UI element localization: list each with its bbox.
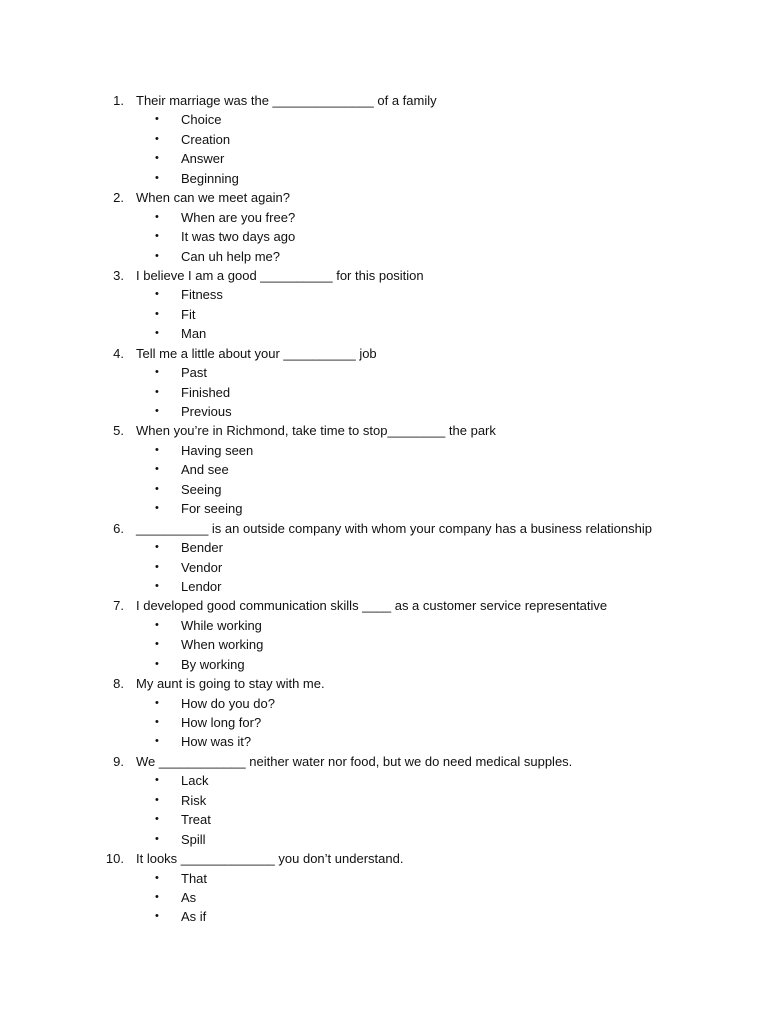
question-line — [0, 266, 768, 285]
answer-option — [0, 713, 768, 732]
answer-option — [0, 208, 768, 227]
bullet-icon: • — [155, 638, 159, 651]
answer-option — [0, 441, 768, 460]
answer-option — [0, 694, 768, 713]
answer-option — [0, 869, 768, 888]
bullet-icon: • — [155, 327, 159, 340]
question-text: My aunt is going to stay with me. — [136, 676, 325, 692]
bullet-icon: • — [155, 871, 159, 884]
option-text: For seeing — [181, 501, 243, 517]
question-text: We ____________ neither water nor food, but we do need medical supples. — [136, 753, 573, 769]
option-text: Finished — [181, 384, 231, 400]
option-text: By working — [181, 656, 245, 672]
option-text: Beginning — [181, 170, 239, 186]
answer-option — [0, 616, 768, 635]
option-text: Bender — [181, 540, 223, 556]
question-number: 3. — [113, 267, 124, 283]
bullet-icon: • — [155, 502, 159, 515]
question-list — [0, 91, 768, 927]
question-text: Tell me a little about your __________ job — [136, 345, 377, 361]
question-item — [0, 344, 768, 422]
answer-option — [0, 771, 768, 790]
answer-option — [0, 732, 768, 751]
bullet-icon: • — [155, 696, 159, 709]
question-text: I believe I am a good __________ for this position — [136, 267, 424, 283]
option-text: While working — [181, 617, 262, 633]
question-number: 6. — [113, 520, 124, 536]
answer-option — [0, 324, 768, 343]
answer-option — [0, 888, 768, 907]
question-number: 9. — [113, 753, 124, 769]
option-text: Lack — [181, 773, 209, 789]
bullet-icon: • — [155, 890, 159, 903]
question-line — [0, 674, 768, 693]
option-text: Creation — [181, 131, 231, 147]
option-text: Answer — [181, 151, 225, 167]
question-line — [0, 188, 768, 207]
answer-option — [0, 305, 768, 324]
bullet-icon: • — [155, 560, 159, 573]
bullet-icon: • — [155, 152, 159, 165]
question-item — [0, 519, 768, 597]
bullet-icon: • — [155, 657, 159, 670]
bullet-icon: • — [155, 541, 159, 554]
question-line — [0, 421, 768, 440]
question-text: When you’re in Richmond, take time to stop________ the park — [136, 423, 496, 439]
option-text: Seeing — [181, 481, 222, 497]
answer-option — [0, 791, 768, 810]
question-text: __________ is an outside company with whom your company has a business relationship — [136, 520, 652, 536]
option-text: How do you do? — [181, 695, 275, 711]
question-item — [0, 674, 768, 752]
option-text: When are you free? — [181, 209, 296, 225]
bullet-icon: • — [155, 463, 159, 476]
question-text: I developed good communication skills ____ as a customer service representative — [136, 598, 608, 614]
question-item — [0, 91, 768, 188]
question-item — [0, 266, 768, 344]
option-text: Previous — [181, 404, 232, 419]
bullet-icon: • — [155, 385, 159, 398]
answer-option — [0, 247, 768, 266]
answer-option — [0, 635, 768, 654]
bullet-icon: • — [155, 210, 159, 223]
answer-option — [0, 655, 768, 674]
bullet-icon: • — [155, 832, 159, 845]
option-text: It was two days ago — [181, 229, 296, 245]
question-line — [0, 596, 768, 615]
answer-option — [0, 907, 768, 926]
bullet-icon: • — [155, 249, 159, 262]
option-text: Lendor — [181, 578, 222, 594]
question-text: Their marriage was the ______________ of a family — [136, 93, 437, 108]
answer-option — [0, 130, 768, 149]
option-text: How long for? — [181, 715, 262, 730]
bullet-icon: • — [155, 307, 159, 320]
answer-option — [0, 577, 768, 596]
option-text: As — [181, 889, 197, 905]
question-line — [0, 752, 768, 771]
question-item — [0, 421, 768, 518]
answer-option — [0, 149, 768, 168]
answer-option — [0, 110, 768, 129]
option-text: Risk — [181, 792, 207, 808]
answer-option — [0, 402, 768, 421]
option-text: Choice — [181, 112, 222, 128]
answer-option — [0, 383, 768, 402]
question-number: 8. — [113, 676, 124, 692]
answer-option — [0, 480, 768, 499]
bullet-icon: • — [155, 230, 159, 243]
option-text: Can uh help me? — [181, 248, 281, 264]
bullet-icon: • — [155, 405, 159, 417]
bullet-icon: • — [155, 910, 159, 923]
question-number: 7. — [113, 598, 124, 614]
bullet-icon: • — [155, 113, 159, 126]
answer-option — [0, 227, 768, 246]
bullet-icon: • — [155, 443, 159, 456]
option-text: Spill — [181, 831, 206, 847]
option-text: How was it? — [181, 734, 252, 750]
question-text: When can we meet again? — [136, 190, 290, 206]
bullet-icon: • — [155, 735, 159, 748]
option-text: Having seen — [181, 442, 254, 458]
answer-option — [0, 363, 768, 382]
answer-option — [0, 169, 768, 188]
option-text: Treat — [181, 812, 211, 828]
answer-option — [0, 285, 768, 304]
bullet-icon: • — [155, 288, 159, 301]
question-item — [0, 188, 768, 266]
option-text: Vendor — [181, 559, 223, 575]
question-number: 5. — [113, 423, 124, 439]
bullet-icon: • — [155, 366, 159, 379]
bullet-icon: • — [155, 579, 159, 592]
option-text: And see — [181, 462, 229, 478]
question-text: It looks _____________ you don’t understand. — [136, 851, 404, 867]
answer-option — [0, 830, 768, 849]
question-item — [0, 752, 768, 849]
bullet-icon: • — [155, 716, 159, 728]
option-text: When working — [181, 637, 264, 653]
answer-option — [0, 460, 768, 479]
question-line — [0, 519, 768, 538]
bullet-icon: • — [155, 793, 159, 806]
question-item — [0, 596, 768, 674]
question-number: 10. — [105, 851, 124, 867]
option-text: Past — [181, 365, 208, 381]
bullet-icon: • — [155, 132, 159, 145]
option-text: That — [181, 870, 208, 886]
question-line — [0, 849, 768, 868]
question-number: 4. — [113, 345, 124, 361]
answer-option — [0, 558, 768, 577]
question-number: 1. — [113, 93, 124, 108]
bullet-icon: • — [155, 482, 159, 495]
bullet-icon: • — [155, 618, 159, 631]
answer-option — [0, 538, 768, 557]
option-text: Fit — [181, 306, 196, 322]
question-item — [0, 849, 768, 927]
answer-option — [0, 810, 768, 829]
question-line — [0, 91, 768, 110]
option-text: Fitness — [181, 287, 223, 303]
question-number: 2. — [113, 190, 124, 206]
option-text: As if — [181, 909, 207, 925]
question-line — [0, 344, 768, 363]
bullet-icon: • — [155, 813, 159, 826]
answer-option — [0, 499, 768, 518]
option-text: Man — [181, 326, 207, 342]
bullet-icon: • — [155, 774, 159, 787]
bullet-icon: • — [155, 171, 159, 184]
